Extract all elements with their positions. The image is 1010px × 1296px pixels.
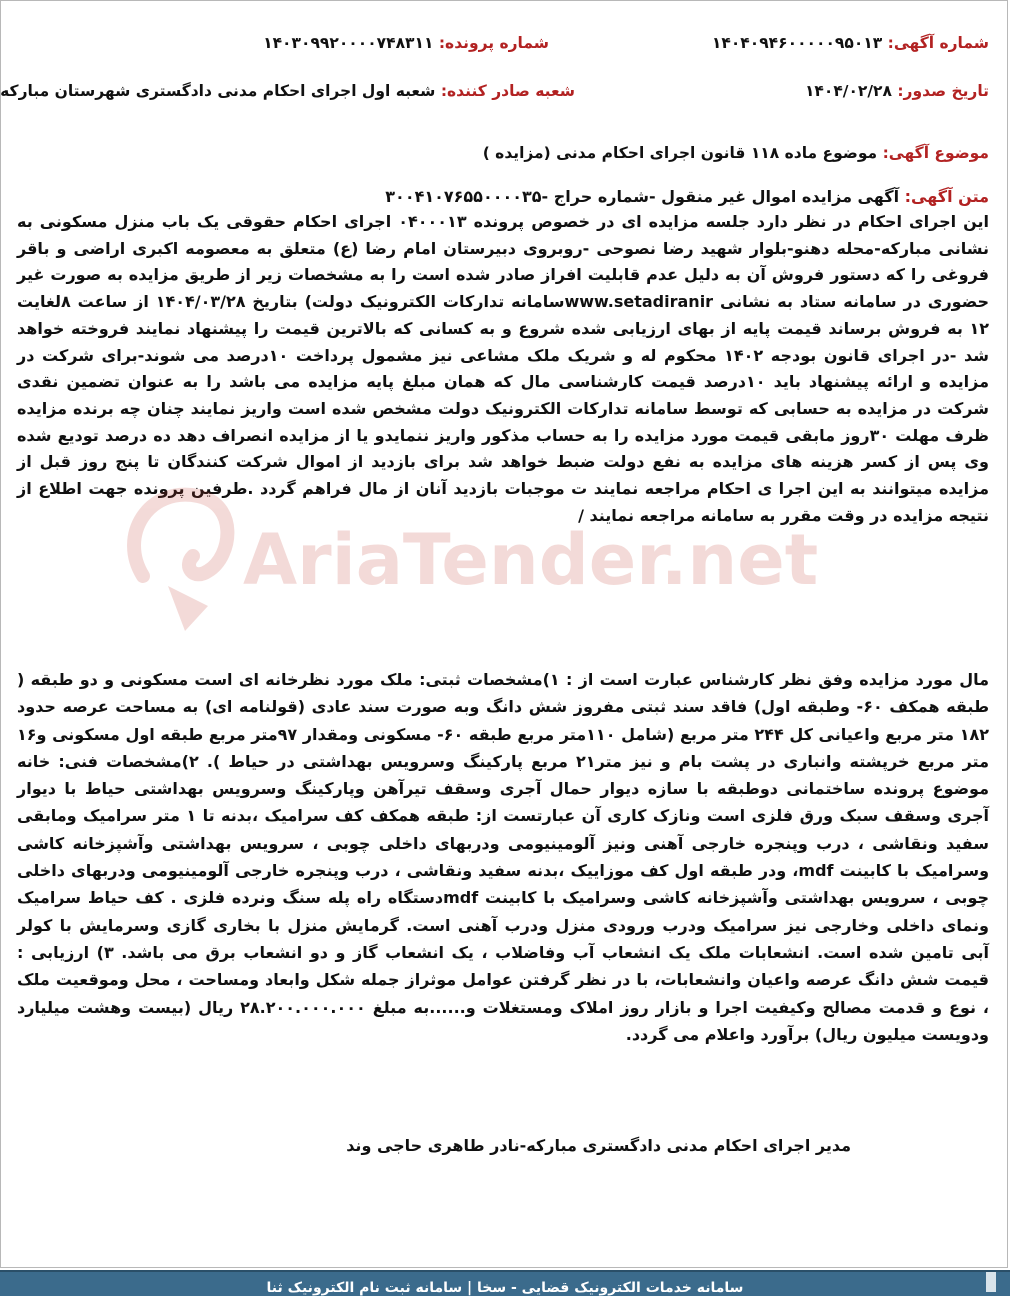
ad-text-title: آگهی مزایده اموال غیر منقول -شماره حراج -۳۰۰۴۱۰۷۶۵۵۰۰۰۰۳۵ bbox=[385, 187, 900, 206]
paragraph-1-text: این اجرای احکام در نظر دارد جلسه مزایده ای در خصوص پرونده ۰۴۰۰۰۱۳ اجرای احکام حقوقی یک باب منزل مسکونی به نشانی مبارکه-محله دهنو-بلوار شهید رضا نصوحی -روبروی دبیرستان امام رضا (ع) متعلق به معصومه اکبری اراضی و باقر فروغی را که دستور فروش آن به دلیل عدم قابلیت افراز صادر شده است را به مشخصات زیر از طریق مزایده به صورت غیر حضوری در سامانه ستاد به نشانی www.setadiranirسامانه تدارکات الکترونیک دولت) بتاریخ ۱۴۰۴/۰۳/۲۸ از ساعت ۸لغایت ۱۲ به فروش برساند قیمت پایه از بهای ارزیابی شده شروع و به کسانی که بالاترین قیمت را پیشنهاد نمایند فروخته خواهد شد -در اجرای قانون بودجه ۱۴۰۲ محکوم له و شریک ملک مشاعی نیز مشمول پرداخت ۱۰درصد می شوند-برای شرکت در مزایده و ارائه پیشنهاد باید ۱۰درصد قیمت کارشناسی مال که همان مبلغ پایه مزایده می باشد را به عنوان تضمین نقدی شرکت در مزایده به حسابی که توسط سامانه تدارکات الکترونیک دولت مشخص شده است واریز نمایند چنان چه برنده مزایده ظرف مهلت ۳۰روز مابقی قیمت مورد مزایده را به حساب مذکور واریز ننمایدو یا از مزایده انصراف دهد ده درصد تودیع شده وی پس از کسر هزینه های مزایده به نفع دولت ضبط خواهد شد برای بازدید از اموال شرکت کنندگان تا پنج روز قبل از مزایده میتوانند به این اجرا ی احکام مراجعه نمایند ت موجبات بازدید آنان از مال فراهم گردد .طرفین پرونده جهت اطلاع از نتیجه مزایده در وقت مقرر به سامانه مراجعه نمایند / bbox=[17, 212, 990, 525]
watermark-arrow-icon bbox=[168, 586, 208, 631]
announcement-paragraph-2 bbox=[17, 666, 989, 1048]
ad-text-title-row bbox=[385, 187, 989, 206]
issuer-value: شعبه اول اجرای احکام مدنی دادگستری شهرستان مبارکه bbox=[0, 82, 436, 100]
ad-number-row bbox=[712, 34, 989, 52]
subject-row bbox=[483, 144, 989, 162]
case-number-value: ۱۴۰۳۰۹۹۲۰۰۰۰۷۴۸۳۱۱ bbox=[263, 34, 434, 52]
watermark-text: AriaTender.net bbox=[243, 519, 819, 601]
case-number-label: شماره پرونده: bbox=[438, 34, 549, 52]
ad-number-value: ۱۴۰۴۰۹۴۶۰۰۰۰۰۹۵۰۱۳ bbox=[711, 34, 883, 52]
issue-date-label: تاریخ صدور: bbox=[897, 82, 989, 100]
issue-date-row bbox=[805, 82, 989, 100]
paragraph-2-text: مال مورد مزایده وفق نظر کارشناس عبارت است از : ۱)مشخصات ثبتی: ملک مورد نظرخانه ای است مسکونی و دو طبقه ( طبقه همکف ۶۰- وطبقه اول) فاقد سند ثبتی مفروز شش دانگ وبه صورت سند عادی (قولنامه ای) به مساحت عرصه حدود ۱۸۲ متر مربع واعیانی کل ۲۴۴ متر مربع (شامل ۱۱۰متر مربع طبقه ۶۰- مسکونی ومقدار ۹۷متر مربع طبقه اول مسکونی و۱۶ متر مربع خرپشته وانباری در پشت بام و نیز متر۲۱ مربع پارکینگ وسرویس بهداشتی در حیاط ). ۲)مشخصات فنی: خانه موضوع پرونده ساختمانی دوطبقه با سازه دیوار حمال آجری وسقف تیرآهن وپارکینگ وسرویس بهداشتی حیاط با دیوار آجری وسقف سبک ورق فلزی است ونازک کاری آن عبارتست از: طبقه همکف کف سرامیک ،بدنه تا ۱ متر سرامیک ومابقی سفید ونقاشی ، درب وپنجره خارجی آهنی ونیز آلومینیومی ودربهای داخلی چوبی ، سرویس بهداشتی وآشپزخانه کاشی وسرامیک با کابینت mdf، ودر طبقه اول کف موزاییک ،بدنه سفید ونقاشی ، درب وپنجره خارجی آلومینیومی ودربهای داخلی چوبی ، سرویس بهداشتی وآشپزخانه کاشی وسرامیک با کابینت mdfدستگاه راه پله سنگ ونرده فلزی . کف حیاط سرامیک ونمای داخلی وخارجی نیز سرامیک ودرب ورودی منزل ودرب آهنی است. گرمایش منزل با بخاری گازی وسرمایش با کولر آبی تامین شده است. انشعابات ملک یک انشعاب آب وفاضلاب ، یک انشعاب گاز و دو انشعاب برق می باشد. ۳) ارزیابی : قیمت شش دانگ عرصه واعیان وانشعابات، با در نظر گرفتن عوامل موثراز جمله شکل وابعاد ومساحت ، محل وموقعیت ملک ، نوع و قدمت مصالح وکیفیت اجرا و بازار روز املاک ومستغلات و......به مبلغ ۲۸.۲۰۰.۰۰۰.۰۰۰ ریال (بیست وهشت میلیارد ودویست میلیون ریال) برآورد واعلام می گردد. bbox=[17, 670, 990, 1044]
signature-line: مدیر اجرای احکام مدنی دادگستری مبارکه-نادر طاهری حاجی وند bbox=[346, 1136, 851, 1155]
footer-text: سامانه خدمات الکترونیک قضایی - سخا | سامانه ثبت نام الکترونیک ثنا bbox=[266, 1280, 744, 1296]
case-number-row bbox=[263, 34, 549, 52]
footer-bar bbox=[0, 1270, 1010, 1296]
issue-date-value: ۱۴۰۴/۰۲/۲۸ bbox=[804, 82, 892, 100]
ad-text-label: متن آگهی: bbox=[904, 187, 989, 206]
subject-value: موضوع ماده ۱۱۸ قانون اجرای احکام مدنی (مزایده ) bbox=[482, 144, 878, 162]
announcement-paragraph-1 bbox=[17, 209, 989, 529]
issuer-label: شعبه صادر کننده: bbox=[440, 82, 575, 100]
issuer-row bbox=[0, 82, 575, 100]
subject-label: موضوع آگهی: bbox=[882, 144, 989, 162]
scrollbar-thumb[interactable] bbox=[986, 1272, 996, 1292]
ad-number-label: شماره آگهی: bbox=[887, 34, 989, 52]
